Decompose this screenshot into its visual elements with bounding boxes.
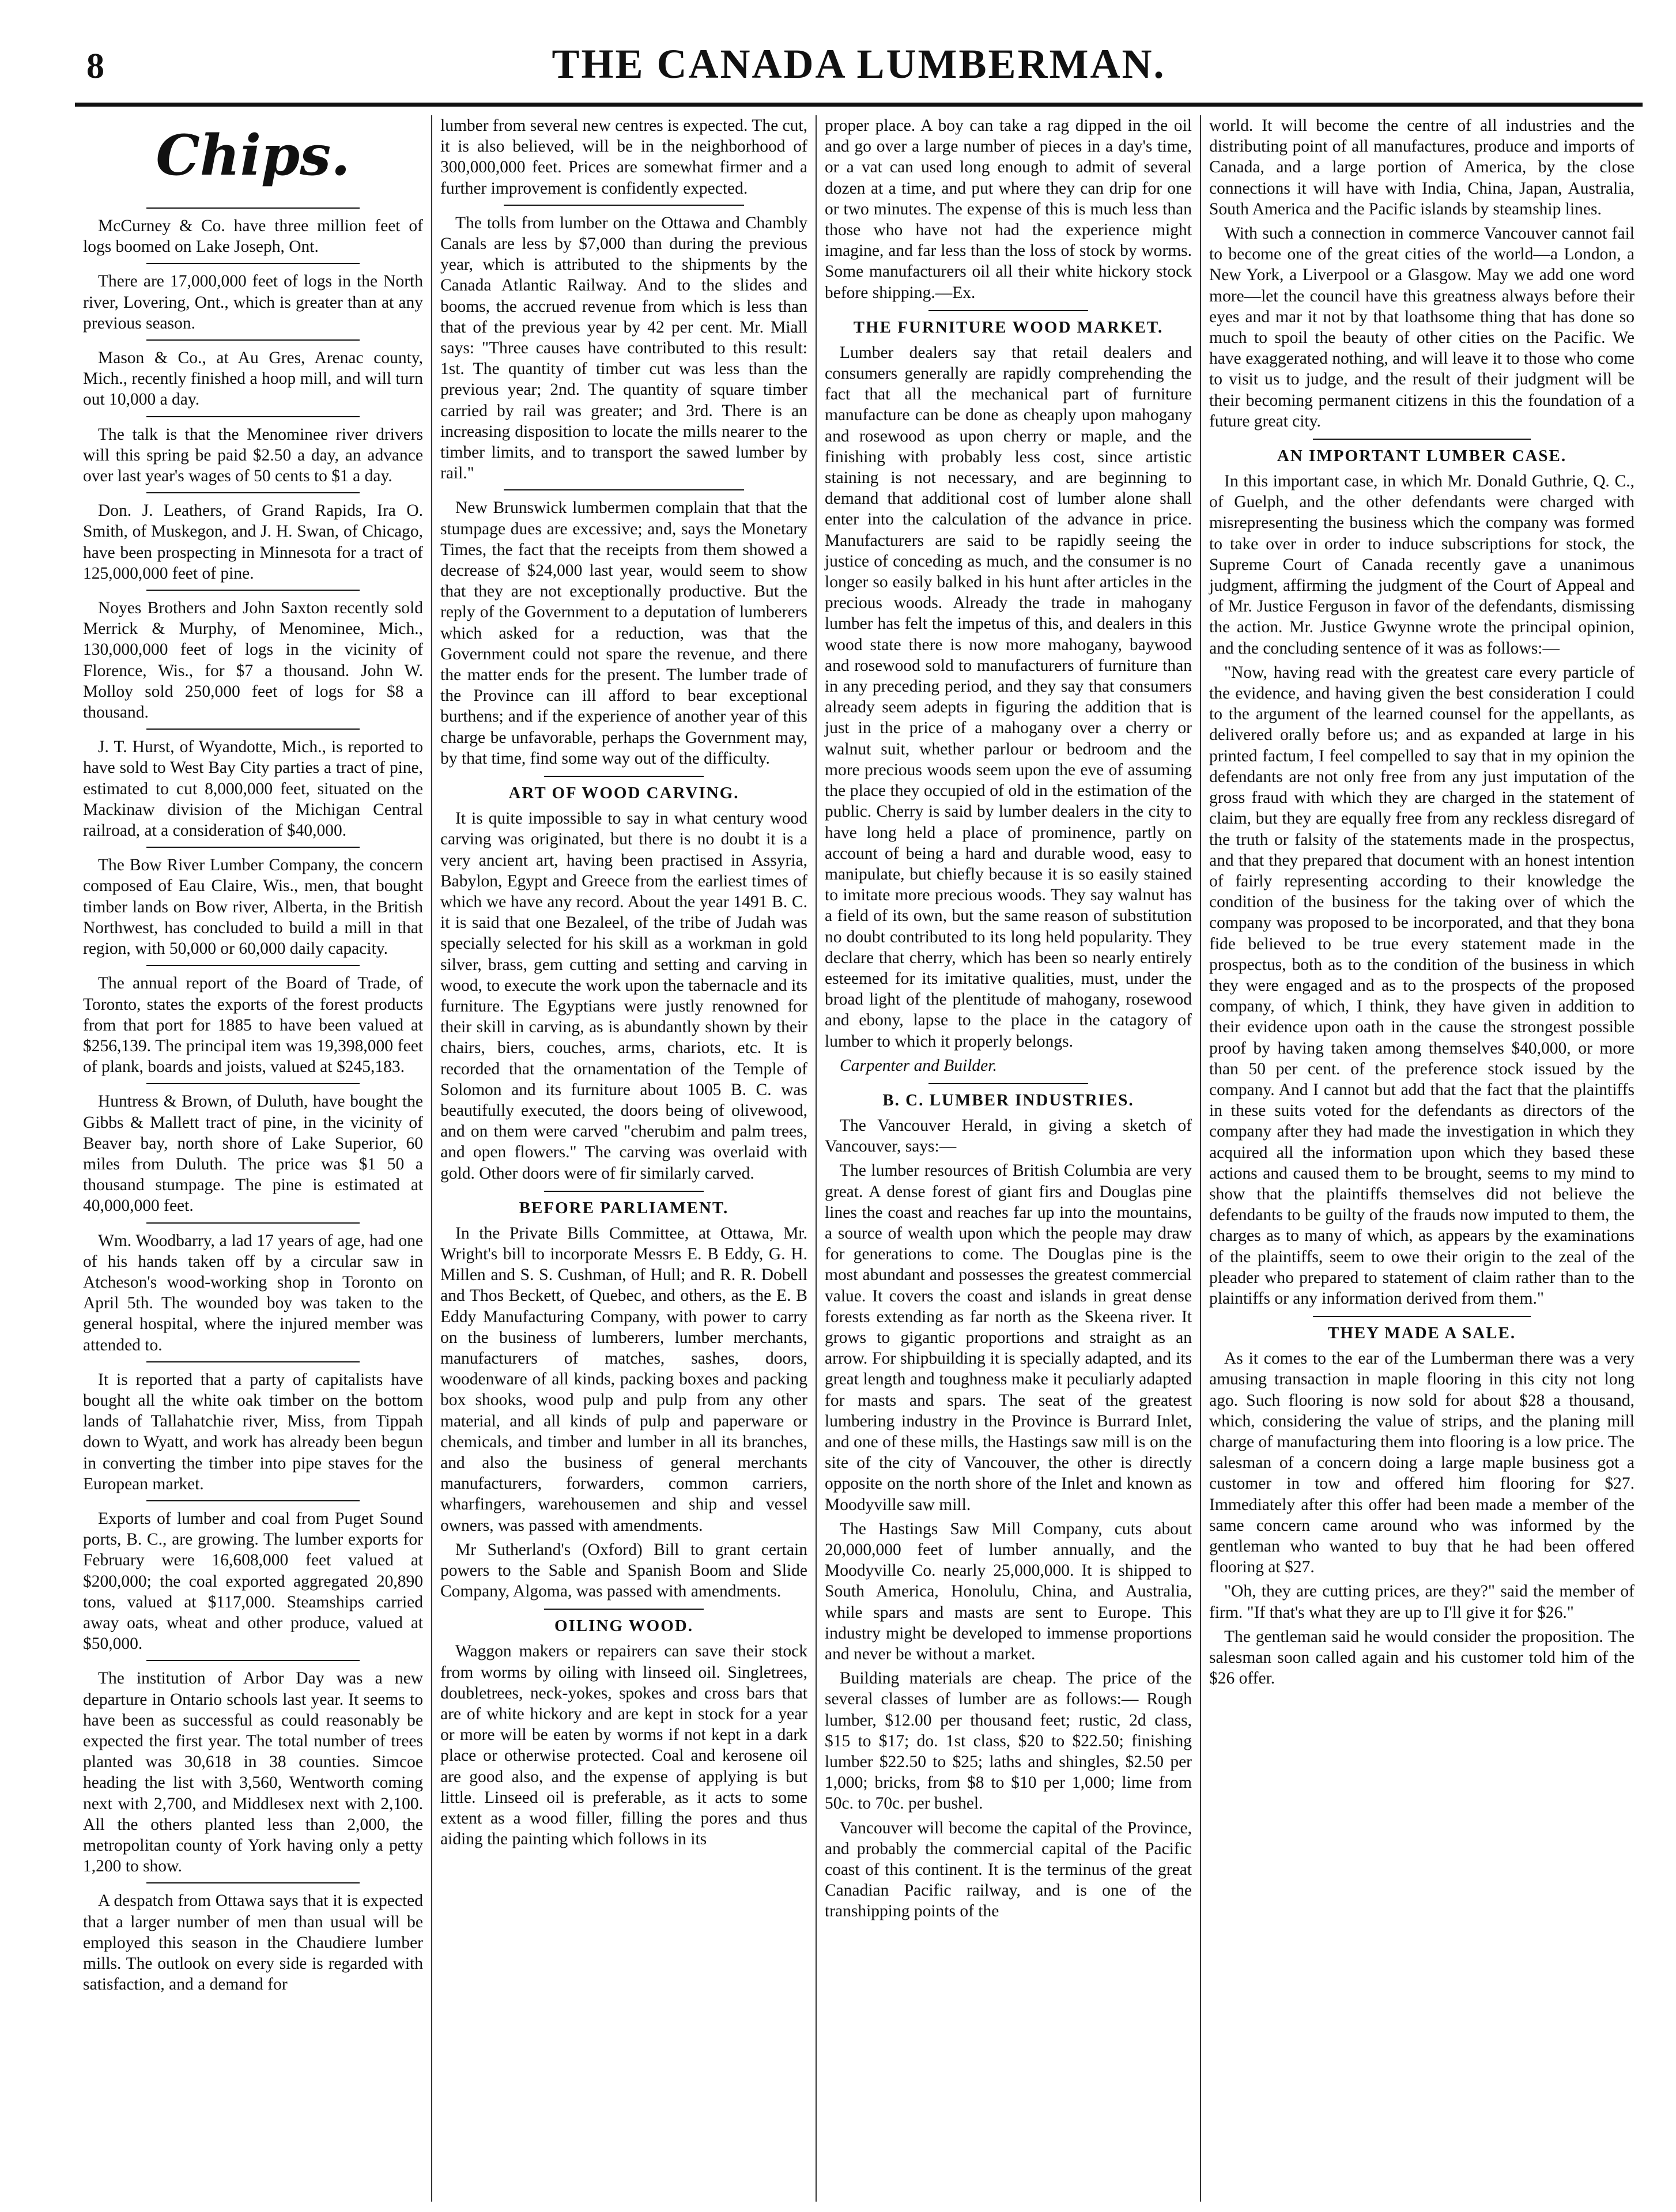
chip-item: A despatch from Ottawa says that it is expected that a larger number of men than usual will be employed this season in the Chaudiere lumber mills. The outlook on every side is regarded with satisfaction, and a demand for bbox=[83, 1892, 423, 1994]
paper-title: THE CANADA LUMBERMAN. bbox=[552, 41, 1166, 87]
divider bbox=[146, 339, 360, 341]
column-4 bbox=[1201, 115, 1643, 2202]
chip-item: J. T. Hurst, of Wyandotte, Mich., is reported to have sold to West Bay City parties a tract of pine, estimated to cut 8,000,000 feet, situated on the Mackinaw division of the Michigan Central railroad, at a consideration of $40,000. bbox=[83, 738, 423, 840]
article-heading: ART OF WOOD CARVING. bbox=[508, 784, 739, 803]
article-paragraph: Waggon makers or repairers can save their stock from worms by oiling with linseed oil. Singletrees, doubletrees, neck-yokes, spokes and cross bars that are of white hickory and are kept in stock for a year or more will be eaten by worms if not kept in a dark place or otherwise protected. Coal and kerosene oil are good also, and the expense of applying is but little. Linseed oil is preferable, as it acts to some extent as a wood filler, filling the pores and thus aiding the painting which follows in its bbox=[440, 1642, 807, 1849]
article-paragraph: It is quite impossible to say in what century wood carving was originated, but there is no doubt it is a very ancient art, having been practised in Assyria, Babylon, Egypt and Greece from the earliest times of which we have any record. About the year 1491 B. C. it is said that one Bezaleel, of the tribe of Judah was specially selected for his skill as a workman in gold silver, brass, gem cutting and setting and carving in wood, to execute the work upon the tabernacle and its furniture. The Egyptians were justly renowned for their skill in carving, as is abundantly shown by their chairs, biers, couches, arms, chariots, etc. It is recorded that the ornamentation of the Temple of Solomon and its furniture about 1005 B. C. was beautifully executed, the doors being of olivewood, and on them were carved "cherubim and palm trees, and open flowers." The carving was overlaid with gold. Other doors were of fir similarly carved. bbox=[440, 809, 807, 1183]
article-heading: BEFORE PARLIAMENT. bbox=[519, 1198, 729, 1217]
divider bbox=[504, 205, 744, 206]
divider bbox=[1313, 439, 1531, 440]
article-heading: THE FURNITURE WOOD MARKET. bbox=[853, 318, 1164, 337]
chip-item: The annual report of the Board of Trade, of Toronto, states the exports of the forest products from that port for 1885 to have been valued at $256,139. The principal item was 19,398,000 feet of plank, boards and joists, valued at $245,183. bbox=[83, 974, 423, 1077]
article-heading: THEY MADE A SALE. bbox=[1327, 1324, 1516, 1343]
divider bbox=[146, 728, 360, 730]
chip-item: Huntress & Brown, of Duluth, have bought the Gibbs & Mallett tract of pine, in the vicinity of Beaver bay, north shore of Lake Superior, 60 miles from Duluth. The price was $1 50 a thousand stumpage. The pine is estimated at 40,000,000 feet. bbox=[83, 1092, 423, 1216]
chip-item: The institution of Arbor Day was a new departure in Ontario schools last year. It seems to have been as successful as could reasonably be expected the first year. The total number of trees planted was 30,618 in 38 counties. Simcoe heading the list with 3,560, Wentworth coming next with 2,700, and Middlesex next with 2,100. All the others planted less than 2,000, the metropolitan county of York having only a petty 1,200 to show. bbox=[83, 1669, 423, 1876]
article-paragraph: The Hastings Saw Mill Company, cuts about 20,000,000 feet of lumber annually, and the Moodyville Co. nearly 25,000,000. It is shipped to South America, Honolulu, China, and Australia, while spars and masts are sent to Europe. This industry might be developed to immense proportions and never be without a market. bbox=[825, 1519, 1192, 1664]
divider bbox=[146, 492, 360, 493]
divider bbox=[146, 1083, 360, 1084]
article-paragraph: Lumber dealers say that retail dealers and consumers generally are rapidly comprehending the fact that all the mechanical part of furniture manufacture can be done as cheaply upon mahogany and rosewood as upon cherry or maple, and the finishing with probably less cost, since artistic staining is not necessary, and are beginning to demand that additional cost of lumber alone shall enter into the calculation of the advance in price. Manufacturers are said to be rapidly seeing the justice of conceding as much, and the consumer is no longer so easily balked in his hunt after articles in the precious woods. Already the trade in mahogany lumber has felt the impetus of this, and dealers in this wood state there is now more mahogany, baywood and rosewood sold to manufacturers of furniture than in any preceding period, and they say that consumers already seem adepts in figuring the addition that is just in the price of a mahogany over a cherry or walnut suit, whether parlour or bedroom and the more precious woods seem upon the eve of assuming the place they occupied of old in the estimation of the public. Cherry is said by lumber dealers in the city to have long held a place of prominence, partly on account of being a hard and durable wood, easy to manipulate, but chiefly because it is so easily stained to imitate more precious woods. They say walnut has a field of its own, but the same reason of substitution no doubt contributed to its long held popularity. They declare that cherry, which has been so nearly entirely esteemed for its imitative qualities, must, under the broad light of the plentitude of mahogany, rosewood and ebony, lapse to the place in the catagory of lumber to which it properly belongs. bbox=[825, 343, 1192, 1051]
section-heading-chips: Chips. bbox=[156, 123, 350, 188]
chip-item: Wm. Woodbarry, a lad 17 years of age, had one of his hands taken off by a circular saw in Atcheson's wood-working shop in Toronto on April 5th. The wounded boy was taken to the general hospital, where the injured member was attended to. bbox=[83, 1231, 423, 1354]
article-heading: AN IMPORTANT LUMBER CASE. bbox=[1277, 447, 1567, 466]
article-paragraph: "Oh, they are cutting prices, are they?" said the member of firm. "If that's what they are up to I'll give it for $26." bbox=[1209, 1582, 1635, 1622]
article-paragraph: The tolls from lumber on the Ottawa and Chambly Canals are less by $7,000 than during the previous year, which is attributed to the shipments by the Canada Atlantic Railway. And to the slides and booms, the accrued revenue from which is less than that of the previous year by 42 per cent. Mr. Miall says: "Three causes have contributed to this result: 1st. The quantity of timber cut was less than the previous year; 2nd. The quantity of square timber carried by rail was greater; and 3rd. There is an increasing disposition to locate the mills nearer to the timber limits, and to transport the sawed lumber by rail." bbox=[440, 213, 807, 483]
divider bbox=[146, 1660, 360, 1661]
masthead-rule bbox=[75, 103, 1643, 107]
column-2 bbox=[432, 115, 816, 2202]
chip-item: The talk is that the Menominee river drivers will this spring be paid $2.50 a day, an advance over last year's wages of 50 cents to $1 a day. bbox=[83, 425, 423, 486]
article-heading: OILING WOOD. bbox=[554, 1617, 693, 1636]
article-source: Carpenter and Builder. bbox=[840, 1056, 997, 1075]
divider bbox=[146, 1500, 360, 1501]
column-3 bbox=[817, 115, 1200, 2202]
chip-item: Mason & Co., at Au Gres, Arenac county, Mich., recently finished a hoop mill, and will turn out 10,000 a day. bbox=[83, 349, 423, 409]
chip-item: It is reported that a party of capitalists have bought all the white oak timber on the bottom lands of Tallahatchie river, Miss, from Tippah down to Wyatt, and work has already been begun in converting the timber into pipe staves for the European market. bbox=[83, 1370, 423, 1493]
page-number: 8 bbox=[86, 47, 104, 86]
divider bbox=[504, 489, 744, 490]
divider bbox=[146, 263, 360, 264]
chip-item: The Bow River Lumber Company, the concern composed of Eau Claire, Wis., men, that bought timber lands on Bow river, Alberta, in the British Northwest, has concluded to build a mill in that region, with 50,000 or 60,000 daily capacity. bbox=[83, 856, 423, 958]
article-paragraph: Mr Sutherland's (Oxford) Bill to grant certain powers to the Sable and Spanish Boom and Slide Company, Algoma, was passed with amendments. bbox=[440, 1540, 807, 1601]
divider bbox=[146, 207, 360, 209]
article-paragraph: "Now, having read with the greatest care every particle of the evidence, and having given the best consideration I could to the argument of the learned counsel for the appellants, as delivered orally before us; and as expanded at large in his printed factum, I feel compelled to say that in my opinion the defendants are not only free from any just imputation of the gross fraud with which they are charged in the statement of claim, but they are equally free from any reckless disregard of the truth or falsity of the statements made in the prospectus, and that they prepared that document with an honest intention of fairly representing according to their knowledge the condition of the business for the taking over of which the company was proposed to be incorporated, and that they bona fide believed to be true every statement made in the prospectus, both as to the condition of the business in which they were engaged and as to the prospects of the proposed company, of which, I think, they have given in addition to their evidence upon oath in the cause the strongest possible proof by having taken among themselves $40,000, or more than 50 per cent. of the preference stock issued by the company. And I cannot but add that the fact that the plaintiffs in these suits voted for the defendants as directors of the company after they had made the investigation in which they acquired all the information upon which they based these actions and caused them to be brought, seems to my mind to show that the plaintiffs themselves did not believe the defendants to be guilty of the frauds now imputed to them, the charges as to many of which, as appears by the examinations of the plaintiffs, seem to owe their origin to the zeal of the pleader who prepared to statement of claim rather than to the plaintiffs or any information derived from them." bbox=[1209, 663, 1635, 1308]
divider bbox=[146, 1882, 360, 1883]
divider bbox=[146, 1361, 360, 1362]
chip-item: McCurney & Co. have three million feet of logs boomed on Lake Joseph, Ont. bbox=[83, 217, 423, 256]
divider bbox=[544, 1609, 704, 1610]
column-1 bbox=[75, 115, 431, 2202]
chip-item: There are 17,000,000 feet of logs in the North river, Lovering, Ont., which is greater than at any previous season. bbox=[83, 272, 423, 333]
article-heading: B. C. LUMBER INDUSTRIES. bbox=[882, 1090, 1134, 1109]
article-paragraph: Vancouver will become the capital of the Province, and probably the commercial capital of the Pacific coast of this continent. It is the terminus of the great Canadian Pacific railway, and is one of the transhipping points of the bbox=[825, 1818, 1192, 1921]
divider bbox=[146, 847, 360, 848]
article-paragraph: Building materials are cheap. The price of the several classes of lumber are as follows:— Rough lumber, $12.00 per thousand feet; rustic, 2d class, $15 to $17; do. 1st class, $20 to $22.50; finishing lumber $22.50 to $25; laths and shingles, $2.50 per 1,000; bricks, from $8 to $10 per 1,000; lime from 50c. to 70c. per bushel. bbox=[825, 1669, 1192, 1813]
article-paragraph: With such a connection in commerce Vancouver cannot fail to become one of the great cities of the world—a London, a New York, a Liverpool or a Glasgow. May we add one word more—let the council have this greatness always before their eyes and mar it not by that loathsome thing that has done so much to spoil the beauty of other cities on the Pacific. We have exaggerated nothing, and will leave it to those who come to visit us to judge, and the result of their judgment will be their becoming permanent citizens in this the foundation of a future great city. bbox=[1209, 224, 1635, 431]
chip-item: Exports of lumber and coal from Puget Sound ports, B. C., are growing. The lumber exports for February were 16,608,000 feet valued at $200,000; the coal exported aggregated 20,890 tons, valued at $117,000. Steamships carried away oats, wheat and other produce, valued at $50,000. bbox=[83, 1509, 423, 1654]
article-paragraph: world. It will become the centre of all industries and the distributing point of all manufactures, produce and imports of Canada, and a large portion of America, by the close connections it will have with India, China, Japan, Australia, South America and the Pacific islands by steamship lines. bbox=[1209, 116, 1635, 218]
article-paragraph: As it comes to the ear of the Lumberman there was a very amusing transaction in maple flooring in this city not long ago. Such flooring is now sold for about $28 a thousand, which, considering the value of strips, and the planing mill charge of manufacturing them into flooring is a low price. The salesman of a concern doing a large maple business got a customer in tow and offered him flooring for $27. Immediately after this offer had been made a member of the same concern came around who was informed by the gentleman who wanted to buy that he had been offered flooring at $27. bbox=[1209, 1349, 1635, 1577]
article-paragraph: The lumber resources of British Columbia are very great. A dense forest of giant firs and Douglas pine lines the coast and reaches far up into the mountains, a source of wealth upon which the people may draw for generations to come. The Douglas pine is the most abundant and possesses the greatest commercial value. It covers the coast and islands in great dense forests extending as far north as the Skeena river. It grows to gigantic proportions and straight as an arrow. For shipbuilding it is specially adapted, and its great length and toughness make it peculiarly adapted for masts and spars. The seat of the greatest lumbering industry in the Province is Burrard Inlet, and one of these mills, the Hastings saw mill is on the site of the city of Vancouver, the other is directly opposite on the north shore of the Inlet and known as Moodyville saw mill. bbox=[825, 1161, 1192, 1514]
divider bbox=[544, 1191, 704, 1192]
divider bbox=[146, 590, 360, 591]
divider bbox=[928, 1083, 1088, 1084]
chip-item: Noyes Brothers and John Saxton recently sold Merrick & Murphy, of Menominee, Mich., 130,000,000 feet of logs in the vicinity of Florence, Wis., for $7 a thousand. John W. Molloy sold 250,000 feet of logs for $8 a thousand. bbox=[83, 599, 423, 722]
article-paragraph: In the Private Bills Committee, at Ottawa, Mr. Wright's bill to incorporate Messrs E. B Eddy, G. H. Millen and S. S. Cushman, of Hull; and R. R. Dobell and Thos Beckett, of Quebec, and others, as the E. B Eddy Manufacturing Company, with power to carry on the business of lumberers, lumber merchants, manufacturers of matches, sashes, doors, woodenware of all kinds, packing boxes and packing box shooks, wood pulp and pulp from any other material, and all kinds of pulp and paperware or chemicals, and timber and lumber in all its branches, and also the business of general merchants manufacturers, forwarders, common carriers, wharfingers, warehousemen and ship and vessel owners, was passed with amendments. bbox=[440, 1224, 807, 1535]
divider bbox=[1313, 1316, 1531, 1317]
divider bbox=[146, 416, 360, 417]
divider bbox=[544, 776, 704, 777]
article-paragraph: The gentleman said he would consider the proposition. The salesman soon called again and his customer told him of the $26 offer. bbox=[1209, 1627, 1635, 1688]
chip-item: Don. J. Leathers, of Grand Rapids, Ira O. Smith, of Muskegon, and J. H. Swan, of Chicago, have been prospecting in Minnesota for a tract of 125,000,000 feet of pine. bbox=[83, 501, 423, 583]
article-paragraph: New Brunswick lumbermen complain that that the stumpage dues are excessive; and, says the Monetary Times, the fact that the receipts from them showed a decrease of $24,000 last year, would seem to show that they are not exceptionally productive. But the reply of the Government to a deputation of lumberers which asked for a reduction, was that the Government could not spare the revenue, and there the matter ends for the present. The lumber trade of the Province can ill afford to bear exceptional burthens; and if the experience of another year of this charge be unfavorable, perhaps the Government may, by that time, find some way out of the difficulty. bbox=[440, 499, 807, 768]
divider bbox=[928, 310, 1088, 311]
divider bbox=[146, 1222, 360, 1224]
article-paragraph: proper place. A boy can take a rag dipped in the oil and go over a large number of pieces in a day's time, or a vat can used long enough to admit of several dozen at a time, and put where they can drip for one or two minutes. The expense of this is much less than those who have not had the experience might imagine, and far less than the loss of stock by worms. Some manufacturers oil all their white hickory stock before shipping.—Ex. bbox=[825, 116, 1192, 302]
article-paragraph: In this important case, in which Mr. Donald Guthrie, Q. C., of Guelph, and the other defendants were charged with misrepresenting the business which the company was formed to take over in order to induce subscriptions for stock, the Supreme Court of Canada recently gave a unanimous judgment, affirming the judgment of the Court of Appeal and of Mr. Justice Ferguson in favor of the defendants, dismissing the action. Mr. Justice Gwynne wrote the principal opinion, and the concluding sentence of it was as follows:— bbox=[1209, 472, 1635, 658]
article-paragraph: The Vancouver Herald, in giving a sketch of Vancouver, says:— bbox=[825, 1116, 1192, 1156]
article-paragraph: lumber from several new centres is expected. The cut, it is also believed, will be in the neighborhood of 300,000,000 feet. Prices are somewhat firmer and a further improvement is confidently expected. bbox=[440, 116, 807, 198]
masthead bbox=[75, 40, 1643, 104]
divider bbox=[146, 965, 360, 966]
